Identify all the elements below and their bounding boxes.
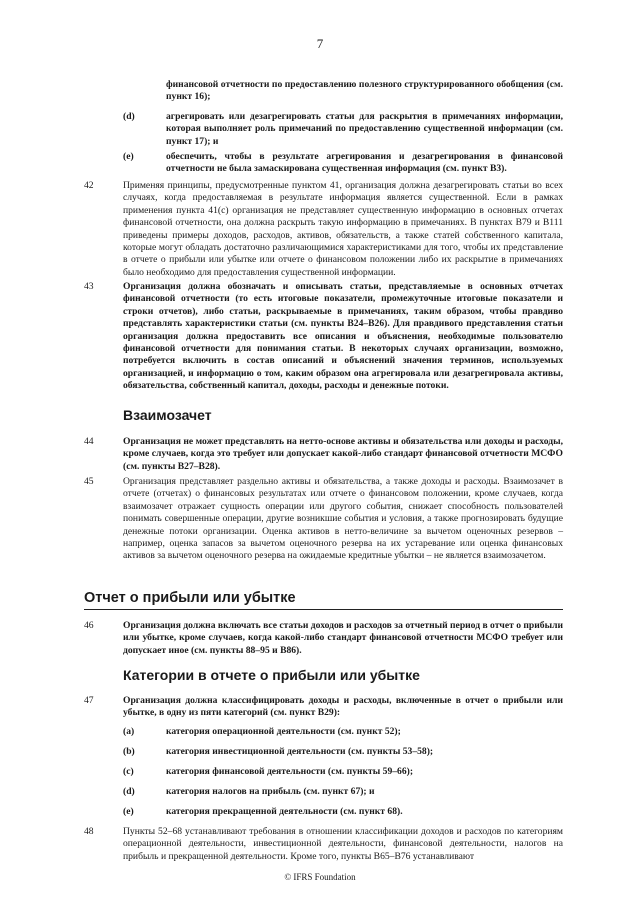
list-item-text: агрегировать или дезагрегировать статьи для раскрытия в примечаниях информации, которая выполняет роль примечаний по предоставлению существенной информации (см. пункт 17); и <box>166 111 563 147</box>
heading-offsetting: Взаимозачет <box>123 407 212 423</box>
list-item-label: (b) <box>123 746 135 757</box>
paragraph-text: Организация не может представлять на нетто-основе активы и обязательства или доходы и расходы, кроме случаев, когда это требует или допускает какой-либо стандарт финансовой отчетности МСФО (см. пункты В27–В28). <box>123 436 563 472</box>
list-item-text: категория финансовой деятельности (см. пункты 59–66); <box>166 766 414 777</box>
paragraph-number: 43 <box>84 281 94 292</box>
paragraph-text: Организация представляет раздельно активы и обязательства, а также доходы и расходы. Взаимозачет в отчете (отчетах) о финансовых результатах или отчете о финансовом положении, кроме случаев, когда взаимозачет отражает сущность операции или другого события, снижает способность пользователей понимать совершенные операции, другие возникшие события и условия, а также прогнозировать будущие денежные потоки организации. Оценка активов в нетто-величине за вычетом оценочных резервов – например, оценка запасов за вычетом оценочного резерва на их устаревание или оценка финансовых активов за вычетом оценочного резерва на ожидаемые кредитные убытки – не является взаимозачетом. <box>123 476 563 562</box>
list-item-label: (d) <box>123 786 135 797</box>
list-item-label: (a) <box>123 726 135 737</box>
list-item-label: (e) <box>123 151 134 162</box>
paragraph-text: Организация должна классифицировать доходы и расходы, включенные в отчет о прибыли или убытке, в одну из пяти категорий (см. пункт В29): <box>123 695 563 719</box>
paragraph-number: 48 <box>84 826 94 837</box>
list-item-text: обеспечить, чтобы в результате агрегирования и дезагрегирования в финансовой отчетности не была замаскирована существенная информация (см. пункт В3). <box>166 151 563 175</box>
paragraph-text: Применяя принципы, предусмотренные пунктом 41, организация должна дезагрегировать статьи во всех случаях, когда предоставляемая в результате информация является существенной. Если в рамках применения пункта 41(с) организация не представляет существенную информацию в основных отчетах финансовой отчетности, она должна раскрыть такую информацию в примечаниях. В пунктах В79 и В111 приведены примеры доходов, расходов, активов, обязательств, а также статей собственного капитала, которые могут обладать достаточно различающимися характеристиками для того, чтобы их представление в отчете о прибыли или убытке или отчете о финансовом положении либо их раскрытие в примечаниях было необходимо для предоставления существенной информации. <box>123 180 563 278</box>
heading-categories: Категории в отчете о прибыли или убытке <box>123 667 420 683</box>
list-item-text: категория налогов на прибыль (см. пункт 67); и <box>166 786 375 797</box>
paragraph-number: 44 <box>84 436 94 447</box>
paragraph-number: 45 <box>84 476 94 487</box>
paragraph-text: Организация должна включать все статьи доходов и расходов за отчетный период в отчет о прибыли или убытке, кроме случаев, когда какой-либо стандарт финансовой отчетности МСФО требует или допускает иное (см. пункты 88–95 и В86). <box>123 620 563 656</box>
list-item-text: категория прекращенной деятельности (см. пункт 68). <box>166 806 403 817</box>
paragraph-number: 42 <box>84 180 94 191</box>
list-item-label: (e) <box>123 806 134 817</box>
list-item-text: категория операционной деятельности (см. пункт 52); <box>166 726 401 737</box>
paragraph-number: 46 <box>84 620 94 631</box>
list-item-label: (c) <box>123 766 134 777</box>
continuation-text: финансовой отчетности по предоставлению полезного структурированного обобщения (см. пункт 16); <box>166 79 563 103</box>
list-item-text: категория инвестиционной деятельности (см. пункты 53–58); <box>166 746 434 757</box>
paragraph-text: Пункты 52–68 устанавливают требования в отношении классификации доходов и расходов по категориям операционной деятельности, инвестиционной деятельности, финансовой деятельности, налогов на прибыль и прекращенной деятельности. Кроме того, пункты В65–В76 устанавливают <box>123 826 563 862</box>
page-number: 7 <box>316 36 324 51</box>
paragraph-number: 47 <box>84 695 94 706</box>
list-item-label: (d) <box>123 111 135 122</box>
paragraph-text: Организация должна обозначать и описывать статьи, представляемые в основных отчетах финансовой отчетности (то есть итоговые показатели, промежуточные итоговые показатели и строки отчетов), либо статьи, раскрываемые в примечаниях, таким образом, чтобы правдиво представлять характеристики статьи (см. пункты В24–В26). Для правдивого представления статьи организация должна предоставить все описания и объяснения, необходимые пользователю финансовой отчетности для понимания статьи. В некоторых случаях организации, возможно, потребуется включить в состав описаний и объяснений значения терминов, используемых организацией, и информацию о том, каким образом она агрегировала или дезагрегировала активы, обязательства, собственный капитал, доходы, расходы и денежные потоки. <box>123 281 563 392</box>
footer-copyright: © IFRS Foundation <box>284 872 356 882</box>
heading-profit-or-loss: Отчет о прибыли или убытке <box>84 590 563 610</box>
